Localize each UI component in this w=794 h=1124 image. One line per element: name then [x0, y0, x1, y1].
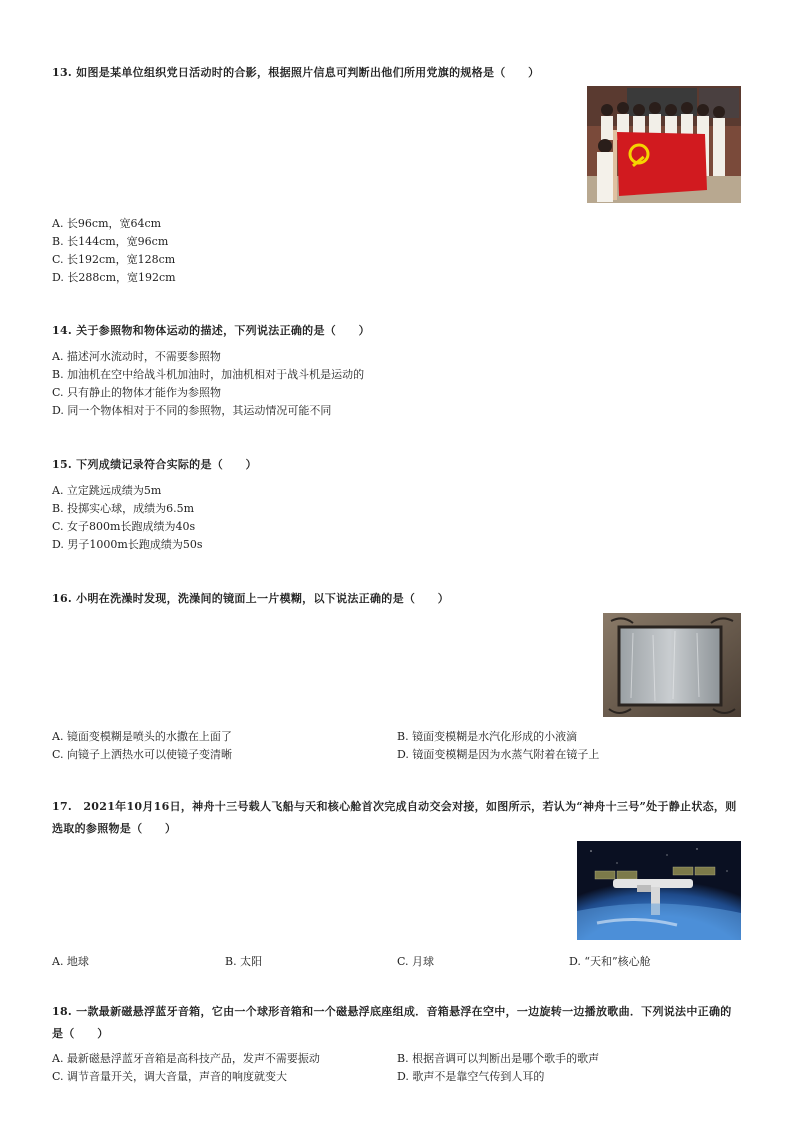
question-16-option-a[interactable]: A. 镜面变模糊是喷头的水撒在上面了: [52, 730, 232, 743]
question-15-option-b[interactable]: B. 投掷实心球，成绩为6.5m: [52, 502, 195, 515]
question-18-option-b[interactable]: B. 根据音调可以判断出是哪个歌手的歌声: [397, 1052, 600, 1065]
question-17-stem: 17. 2021年10月16日，神舟十三号载人飞船与天和核心舱首次完成自动交会对接，如图所示，若认为“神舟十三号”处于静止状态，则选取的参照物是（ ）: [52, 800, 737, 835]
question-17-option-b[interactable]: B. 太阳: [225, 955, 263, 968]
question-16-option-d[interactable]: D. 镜面变模糊是因为水蒸气附着在镜子上: [397, 748, 600, 761]
question-18-option-a[interactable]: A. 最新磁悬浮蓝牙音箱是高科技产品，发声不需要振动: [52, 1052, 320, 1065]
question-13-option-d[interactable]: D. 长288cm，宽192cm: [52, 271, 176, 284]
question-14-stem: 14. 关于参照物和物体运动的描述，下列说法正确的是（ ）: [52, 324, 370, 337]
question-14-option-c[interactable]: C. 只有静止的物体才能作为参照物: [52, 386, 222, 399]
question-15-stem: 15. 下列成绩记录符合实际的是（ ）: [52, 458, 257, 471]
question-13-stem: 13. 如图是某单位组织党日活动时的合影，根据照片信息可判断出他们所用党旗的规格是（ ）: [52, 66, 540, 79]
question-13-option-a[interactable]: A. 长96cm，宽64cm: [52, 217, 162, 230]
question-16-option-b[interactable]: B. 镜面变模糊是水汽化形成的小液滴: [397, 730, 578, 743]
question-17-option-d[interactable]: D. “天和”核心舱: [569, 955, 651, 968]
question-16-stem: 16. 小明在洗澡时发现，洗澡间的镜面上一片模糊，以下说法正确的是（ ）: [52, 592, 450, 605]
question-17-option-a[interactable]: A. 地球: [52, 955, 89, 968]
question-13-option-c[interactable]: C. 长192cm，宽128cm: [52, 253, 176, 266]
foggy-mirror-photo: [603, 613, 741, 717]
party-flag-group-photo: [587, 86, 741, 203]
question-15-option-d[interactable]: D. 男子1000m长跑成绩为50s: [52, 538, 203, 551]
question-14-option-b[interactable]: B. 加油机在空中给战斗机加油时，加油机相对于战斗机是运动的: [52, 368, 365, 381]
question-18-option-d[interactable]: D. 歌声不是靠空气传到人耳的: [397, 1070, 545, 1083]
question-14-option-a[interactable]: A. 描述河水流动时，不需要参照物: [52, 350, 221, 363]
question-15-option-a[interactable]: A. 立定跳远成绩为5m: [52, 484, 162, 497]
question-15-option-c[interactable]: C. 女子800m长跑成绩为40s: [52, 520, 196, 533]
question-13-option-b[interactable]: B. 长144cm，宽96cm: [52, 235, 169, 248]
question-18-option-c[interactable]: C. 调节音量开关，调大音量，声音的响度就变大: [52, 1070, 288, 1083]
question-18-stem: 18. 一款最新磁悬浮蓝牙音箱，它由一个球形音箱和一个磁悬浮底座组成．音箱悬浮在空中，一边旋转一边播放歌曲．下列说法中正确的是（ ）: [52, 1005, 732, 1040]
question-14-option-d[interactable]: D. 同一个物体相对于不同的参照物，其运动情况可能不同: [52, 404, 332, 417]
question-17-option-c[interactable]: C. 月球: [397, 955, 435, 968]
question-16-option-c[interactable]: C. 向镜子上洒热水可以使镜子变清晰: [52, 748, 233, 761]
space-station-photo: [577, 841, 741, 940]
